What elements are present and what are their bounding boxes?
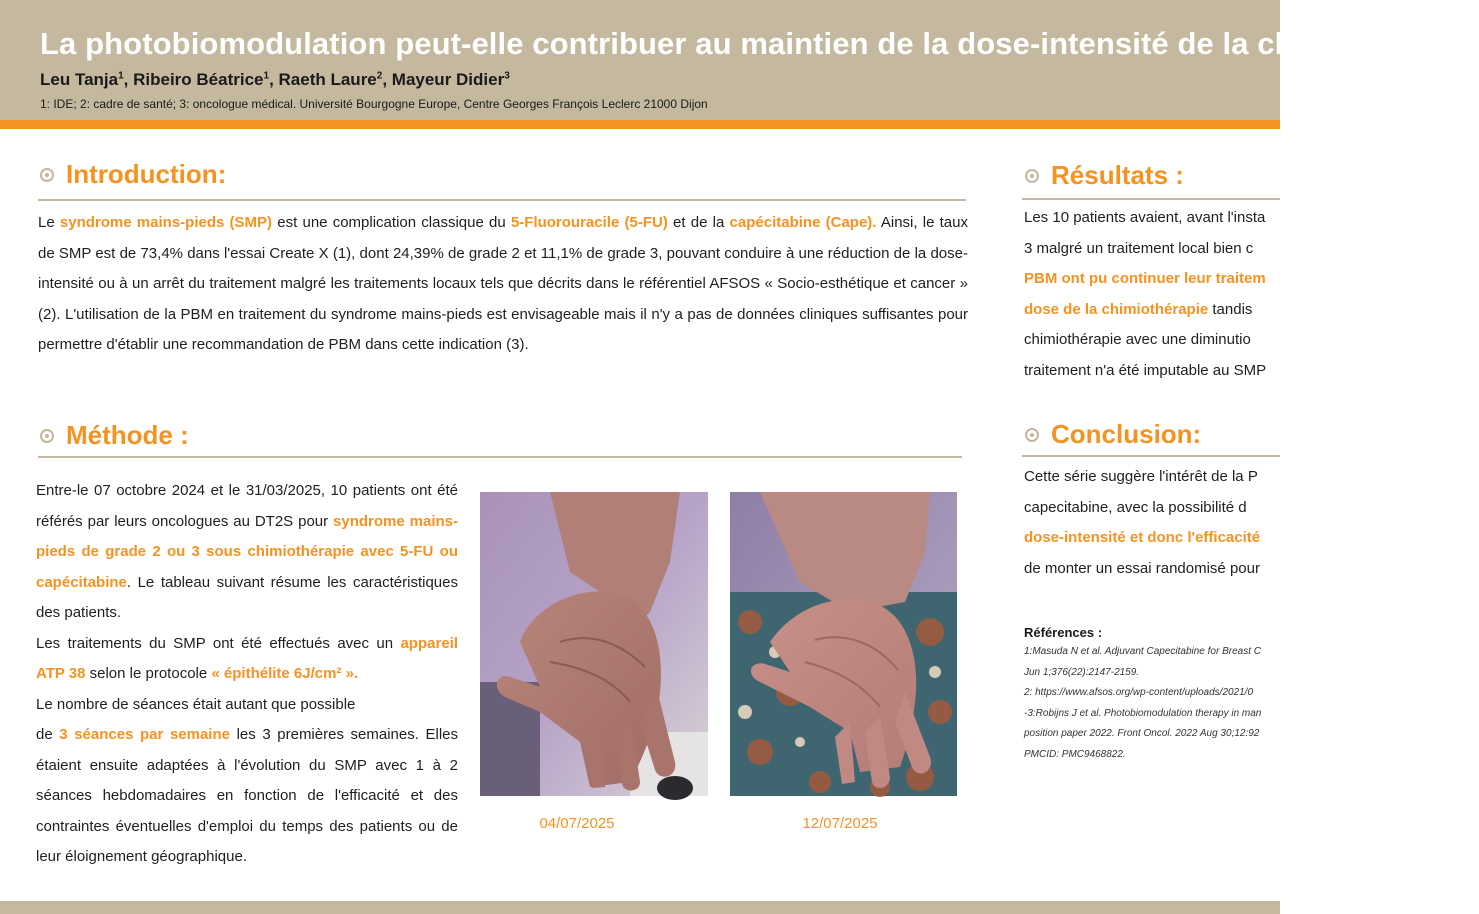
conclusion-line: de monter un essai randomisé pour xyxy=(1024,559,1260,577)
resultats-line: 3 malgré un traitement local bien c xyxy=(1024,239,1254,257)
reference-line: PMCID: PMC9468822. xyxy=(1024,748,1126,760)
methode-divider xyxy=(38,456,962,458)
methode-highlight-grade: syndrome mains-pieds de grade 2 ou 3 sous chimiothérapie avec 5-FU ou capécitabine xyxy=(36,512,458,591)
resultats-heading xyxy=(1025,160,1184,191)
methode-text xyxy=(36,476,458,873)
introduction-heading-label: Introduction: xyxy=(66,159,227,189)
introduction-heading xyxy=(40,159,226,190)
methode-highlight-protocol: « épithélite 6J/cm² ». xyxy=(211,665,359,682)
conclusion-line: Cette série suggère l'intérêt de la P xyxy=(1024,468,1258,485)
hand-after-illustration xyxy=(730,492,957,796)
conclusion-text xyxy=(1024,462,1280,584)
hand-photo-before xyxy=(480,492,708,796)
author-name: Leu Tanja xyxy=(40,70,119,89)
reference-line: 1:Masuda N et al. Adjuvant Capecitabine for Breast C xyxy=(1024,646,1261,657)
methode-text-run: les 3 premières semaines. Elles étaient ensuite adaptées à l'évolution du SMP avec 1 à 2 séances hebdomadaires en fonction de l'efficacité et des contraintes éventuelles d'emploi du temps des patients ou de leur éloignement géographique. xyxy=(36,726,458,865)
conclusion-heading xyxy=(1025,419,1201,450)
intro-text-run: et de la xyxy=(667,214,730,231)
photo-caption-before: 04/07/2025 xyxy=(539,815,615,832)
intro-text-run: Ainsi, le taux de SMP est de 73,4% dans l'essai Create X (1), dont 24,39% de grade 2 et 11,1% de grade 3, pouvant conduire à une réduction de la dose-intensité ou à un arrêt du traitement malgré les traitements locaux tels que décrits dans le référentiel AFSOS « Socio-esthétique et cancer » (2). L'utilisation de la PBM en traitement du syndrome mains-pieds est envisageable mais il n'y a pas de données cliniques suffisantes pour permettre d'établir une recommandation de PBM dans cette indication (3). xyxy=(38,214,968,353)
intro-highlight-5fu: 5-Fluorouracile (5-FU) xyxy=(510,214,668,231)
author-name: Mayeur Didier xyxy=(391,70,505,89)
resultats-text-run: tandis xyxy=(1208,300,1253,318)
conclusion-highlight-line: dose-intensité et donc l'efficacité xyxy=(1024,529,1261,546)
resultats-line xyxy=(1024,295,1280,326)
methode-text-run: Le nombre de séances était autant que possible xyxy=(36,695,356,713)
methode-text-run: . Le tableau suivant résume les caractéristiques des patients. xyxy=(36,573,458,621)
section-bullet-icon xyxy=(40,429,54,443)
methode-text-run: de xyxy=(36,726,60,743)
photo-caption-after: 12/07/2025 xyxy=(802,815,878,832)
author-affiliation-number: 1 xyxy=(118,70,124,82)
author-separator: , xyxy=(123,70,134,89)
intro-highlight-cape: capécitabine (Cape). xyxy=(729,214,877,231)
resultats-divider xyxy=(1022,198,1280,200)
poster-footer-bar xyxy=(0,901,1280,914)
author-list xyxy=(40,70,510,90)
author-separator: , xyxy=(382,70,392,89)
conclusion-heading-label: Conclusion: xyxy=(1051,419,1202,449)
methode-text-run: selon le protocole xyxy=(85,665,212,682)
methode-highlight-sessions: 3 séances par semaine xyxy=(59,726,230,743)
methode-text-run: Les traitements du SMP ont été effectués avec un xyxy=(36,634,401,652)
resultats-line: traitement n'a été imputable au SMP xyxy=(1024,361,1267,379)
section-bullet-icon xyxy=(1025,428,1039,442)
reference-line: -3:Robijns J et al. Photobiomodulation therapy in man xyxy=(1024,707,1262,719)
intro-text-run: est une complication classique du xyxy=(272,214,511,231)
poster-header xyxy=(0,0,1479,120)
author-affiliation-number: 3 xyxy=(504,70,510,82)
conclusion-divider xyxy=(1022,455,1280,457)
resultats-line: Les 10 patients avaient, avant l'insta xyxy=(1024,209,1266,226)
affiliations: 1: IDE; 2: cadre de santé; 3: oncologue médical. Université Bourgogne Europe, Centre Georges François Leclerc 21000 Dijon xyxy=(40,97,708,111)
section-bullet-icon xyxy=(1025,169,1039,183)
hand-before-illustration xyxy=(480,492,708,796)
methode-highlight-device: appareil ATP 38 xyxy=(36,634,458,682)
methode-heading xyxy=(40,420,189,451)
methode-heading-label: Méthode : xyxy=(66,420,189,450)
methode-text-run: Entre-le 07 octobre 2024 et le 31/03/2025, 10 patients ont été référés par leurs oncologues au DT2S pour xyxy=(36,482,458,530)
reference-line: 2: https://www.afsos.org/wp-content/uploads/2021/0 xyxy=(1024,687,1254,698)
section-bullet-icon xyxy=(40,168,54,182)
intro-highlight-smp: syndrome mains-pieds (SMP) xyxy=(59,214,273,231)
references xyxy=(1024,625,1280,765)
resultats-heading-label: Résultats : xyxy=(1051,160,1184,190)
resultats-text xyxy=(1024,203,1280,386)
references-heading: Références : xyxy=(1024,625,1103,640)
reference-line: position paper 2022. Front Oncol. 2022 Aug 30;12:92 xyxy=(1024,728,1260,739)
author-affiliation-number: 2 xyxy=(376,70,383,82)
introduction-text xyxy=(38,208,968,361)
author-name: Ribeiro Béatrice xyxy=(133,70,264,89)
hand-photo-after xyxy=(730,492,957,796)
author-name: Raeth Laure xyxy=(278,70,377,89)
introduction-divider xyxy=(38,199,966,201)
author-separator: , xyxy=(269,70,279,89)
reference-line: Jun 1;376(22):2147-2159. xyxy=(1024,666,1140,678)
resultats-highlight-dose: dose de la chimiothérapie xyxy=(1024,300,1209,318)
author-affiliation-number: 1 xyxy=(263,70,270,82)
header-accent-bar xyxy=(0,120,1280,129)
poster-title: La photobiomodulation peut-elle contribuer au maintien de la dose-intensité de la chimiothérapie xyxy=(40,26,1479,61)
resultats-highlight-line: PBM ont pu continuer leur traitem xyxy=(1024,270,1266,287)
intro-text-run: Le xyxy=(38,214,60,231)
resultats-line: chimiothérapie avec une diminutio xyxy=(1024,331,1251,348)
conclusion-line: capecitabine, avec la possibilité d xyxy=(1024,498,1247,516)
